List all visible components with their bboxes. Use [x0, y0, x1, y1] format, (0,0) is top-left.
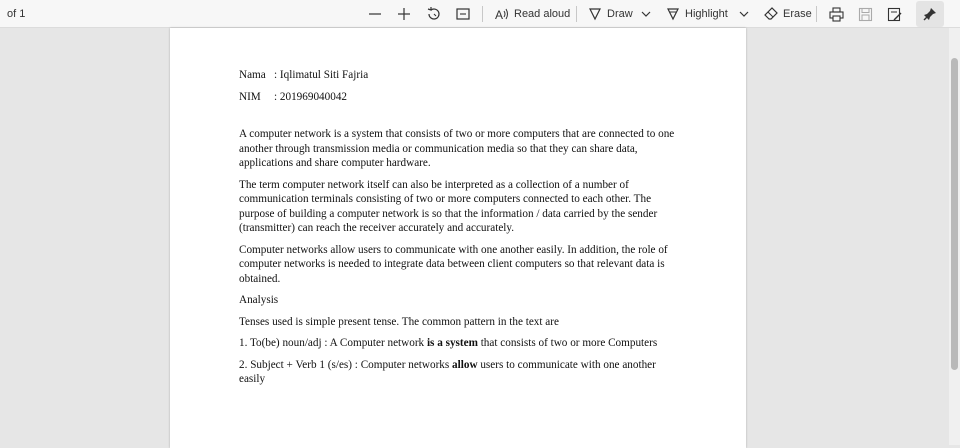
pdf-toolbar — [0, 0, 960, 28]
name-label: Nama — [239, 69, 266, 81]
item-1-suffix: that consists of two or more Computers — [477, 337, 658, 349]
item-1-prefix: 1. To(be) noun/adj : A Computer network — [239, 337, 427, 349]
item-1-bold: is a system — [426, 337, 478, 349]
scrollbar-thumb[interactable] — [951, 58, 958, 370]
print-button[interactable] — [829, 0, 844, 28]
document-content — [239, 68, 679, 387]
chevron-down-icon — [640, 8, 652, 20]
fit-page-icon — [455, 6, 471, 22]
rotate-icon — [426, 6, 442, 22]
paragraph-3: Computer networks allow users to communicate with one another easily. In addition, the role of computer networks is needed to integrate data between client computers so that relevant data is obtained. — [239, 243, 668, 285]
toolbar-divider — [482, 6, 483, 22]
pdf-page — [170, 28, 746, 448]
paragraph-2: The term computer network itself can also be interpreted as a collection of a number of communication terminals consisting of two or more computers connected to each other. The purpose of building a computer network is so that the information / data carried by the sender (transmitter) can reach the receiver accurately and accurately. — [239, 178, 658, 234]
rotate-button[interactable] — [426, 0, 442, 28]
highlight-icon — [666, 7, 680, 21]
zoom-in-button[interactable] — [397, 0, 411, 28]
toolbar-divider — [576, 6, 577, 22]
plus-icon — [397, 7, 411, 21]
print-icon — [829, 7, 844, 22]
tenses-line: Tenses used is simple present tense. The common pattern in the text are — [239, 315, 559, 328]
read-aloud-button[interactable] — [494, 0, 570, 28]
vertical-scrollbar[interactable] — [949, 28, 960, 445]
name-row — [239, 68, 679, 83]
chevron-down-icon — [738, 8, 750, 20]
analysis-item-1 — [239, 336, 679, 351]
draw-label: Draw — [607, 8, 633, 20]
pin-toolbar-icon-wrap[interactable] — [923, 0, 937, 28]
zoom-out-button[interactable] — [368, 0, 382, 28]
pin-icon — [923, 7, 937, 21]
highlight-options-button[interactable] — [738, 0, 750, 28]
analysis-item-2 — [239, 358, 679, 387]
erase-button[interactable] — [764, 0, 812, 28]
save-as-icon — [887, 7, 902, 22]
toolbar-divider — [816, 6, 817, 22]
highlight-button[interactable] — [666, 0, 728, 28]
save-as-button[interactable] — [887, 0, 902, 28]
save-button[interactable] — [858, 0, 873, 28]
nim-row — [239, 90, 679, 105]
eraser-icon — [764, 7, 778, 21]
analysis-heading: Analysis — [239, 294, 279, 306]
minus-icon — [368, 7, 382, 21]
erase-label: Erase — [783, 8, 812, 20]
draw-options-button[interactable] — [640, 0, 652, 28]
name-value: : Iqlimatul Siti Fajria — [274, 69, 369, 81]
paragraph-1: A computer network is a system that consists of two or more computers that are connected to one another through transmission media or communication media so that they can share data, applications and share computer hardware. — [239, 128, 675, 169]
svg-text:A: A — [495, 8, 504, 22]
item-2-prefix: 2. Subject + Verb 1 (s/es) : Computer networks — [239, 358, 453, 371]
draw-icon — [588, 7, 602, 21]
highlight-label: Highlight — [685, 8, 728, 20]
save-icon — [858, 7, 873, 22]
read-aloud-icon — [494, 6, 510, 22]
item-2-suffix: users to communicate with one another easily — [239, 358, 656, 385]
draw-button[interactable] — [588, 0, 633, 28]
nim-value: : 201969040042 — [274, 90, 348, 103]
item-2-bold: allow — [452, 358, 478, 371]
page-count: of 1 — [7, 8, 26, 20]
nim-label: NIM — [239, 90, 261, 103]
read-aloud-label: Read aloud — [514, 8, 571, 20]
fit-page-button[interactable] — [455, 0, 471, 28]
